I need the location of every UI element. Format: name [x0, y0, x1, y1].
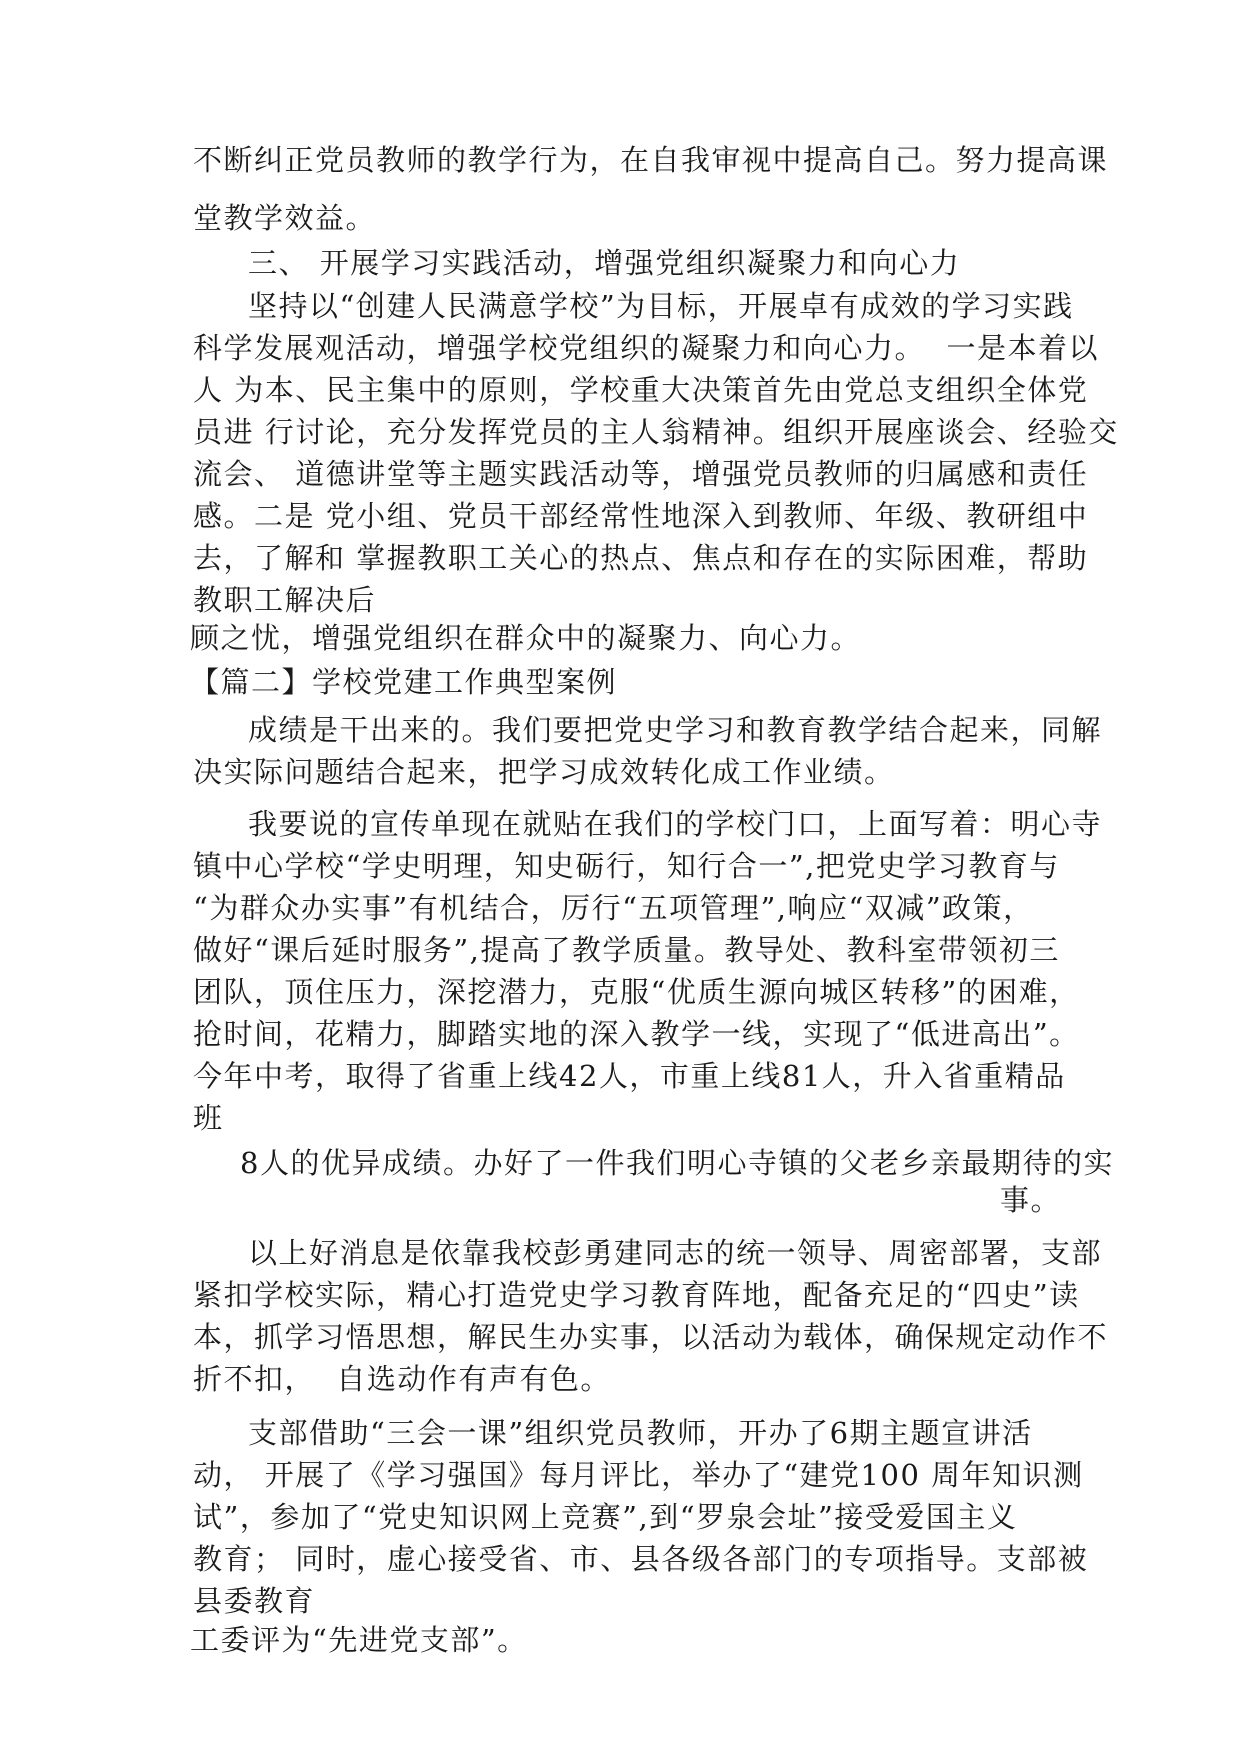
text-line: 团队，顶住压力，深挖潜力，克服“优质生源向城区转移”的困难， — [193, 975, 1080, 1009]
text-line: “为群众办实事”有机结合，厉行“五项管理”,响应“双减”政策， — [193, 891, 1034, 925]
text-line: 镇中心学校“学史明理，知史砺行，知行合一”,把党史学习教育与 — [193, 849, 1060, 883]
text-line: 事。 — [1000, 1183, 1062, 1217]
text-line: 人 为本、民主集中的原则，学校重大决策首先由党总支组织全体党 — [193, 373, 1089, 407]
section-title: 【篇二】学校党建工作典型案例 — [190, 665, 618, 699]
text-line: 以上好消息是依靠我校彭勇建同志的统一领导、周密部署，支部 — [248, 1236, 1103, 1270]
text-line: 教育； 同时，虚心接受省、市、县各级各部门的专项指导。支部被 — [193, 1542, 1089, 1576]
text-line: 折不扣， 自选动作有声有色。 — [193, 1362, 611, 1396]
text-line: 试”，参加了“党史知识网上竞赛”,到“罗泉会址”接受爱国主义 — [193, 1500, 1018, 1534]
section-heading: 三、 开展学习实践活动，增强党组织凝聚力和向心力 — [248, 246, 961, 280]
text-line: 班 — [193, 1101, 224, 1135]
text-line: 成绩是干出来的。我们要把党史学习和教育教学结合起来，同解 — [248, 713, 1103, 747]
text-line: 科学发展观活动，增强学校党组织的凝聚力和向心力。 一是本着以 — [193, 331, 1099, 365]
text-line: 支部借助“三会一课”组织党员教师，开办了6期主题宣讲活 — [248, 1416, 1033, 1450]
text-line: 坚持以“创建人民满意学校”为目标，开展卓有成效的学习实践 — [248, 289, 1074, 323]
text-line: 教职工解决后 — [193, 583, 377, 617]
text-line: 县委教育 — [193, 1584, 316, 1618]
text-line: 我要说的宣传单现在就贴在我们的学校门口，上面写着：明心寺 — [248, 807, 1103, 841]
text-line: 去，了解和 掌握教职工关心的热点、焦点和存在的实际困难，帮助 — [193, 541, 1089, 575]
text-line: 动， 开展了《学习强国》每月评比，举办了“建党100 周年知识测 — [193, 1458, 1084, 1492]
text-line: 抢时间，花精力，脚踏实地的深入教学一线，实现了“低进高出”。 — [193, 1017, 1080, 1051]
text-line: 流会、 道德讲堂等主题实践活动等，增强党员教师的归属感和责任 — [193, 457, 1089, 491]
text-line: 今年中考，取得了省重上线42人，市重上线81人，升入省重精品 — [193, 1059, 1066, 1093]
text-line: 8人的优异成绩。办好了一件我们明心寺镇的父老乡亲最期待的实 — [240, 1146, 1114, 1180]
text-line: 员进 行讨论，充分发挥党员的主人翁精神。组织开展座谈会、经验交 — [193, 415, 1119, 449]
text-line: 顾之忧，增强党组织在群众中的凝聚力、向心力。 — [190, 621, 862, 655]
text-line: 决实际问题结合起来，把学习成效转化成工作业绩。 — [193, 755, 895, 789]
text-line: 紧扣学校实际，精心打造党史学习教育阵地，配备充足的“四史”读 — [193, 1278, 1080, 1312]
text-line: 堂教学效益。 — [193, 201, 377, 235]
text-line: 工委评为“先进党支部”。 — [190, 1623, 528, 1657]
text-line: 感。二是 党小组、党员干部经常性地深入到教师、年级、教研组中 — [193, 499, 1089, 533]
text-line: 本，抓学习悟思想，解民生办实事，以活动为载体，确保规定动作不 — [193, 1320, 1109, 1354]
text-line: 不断纠正党员教师的教学行为，在自我审视中提高自己。努力提高课 — [193, 143, 1109, 177]
text-line: 做好“课后延时服务”,提高了教学质量。教导处、教科室带领初三 — [193, 933, 1060, 967]
